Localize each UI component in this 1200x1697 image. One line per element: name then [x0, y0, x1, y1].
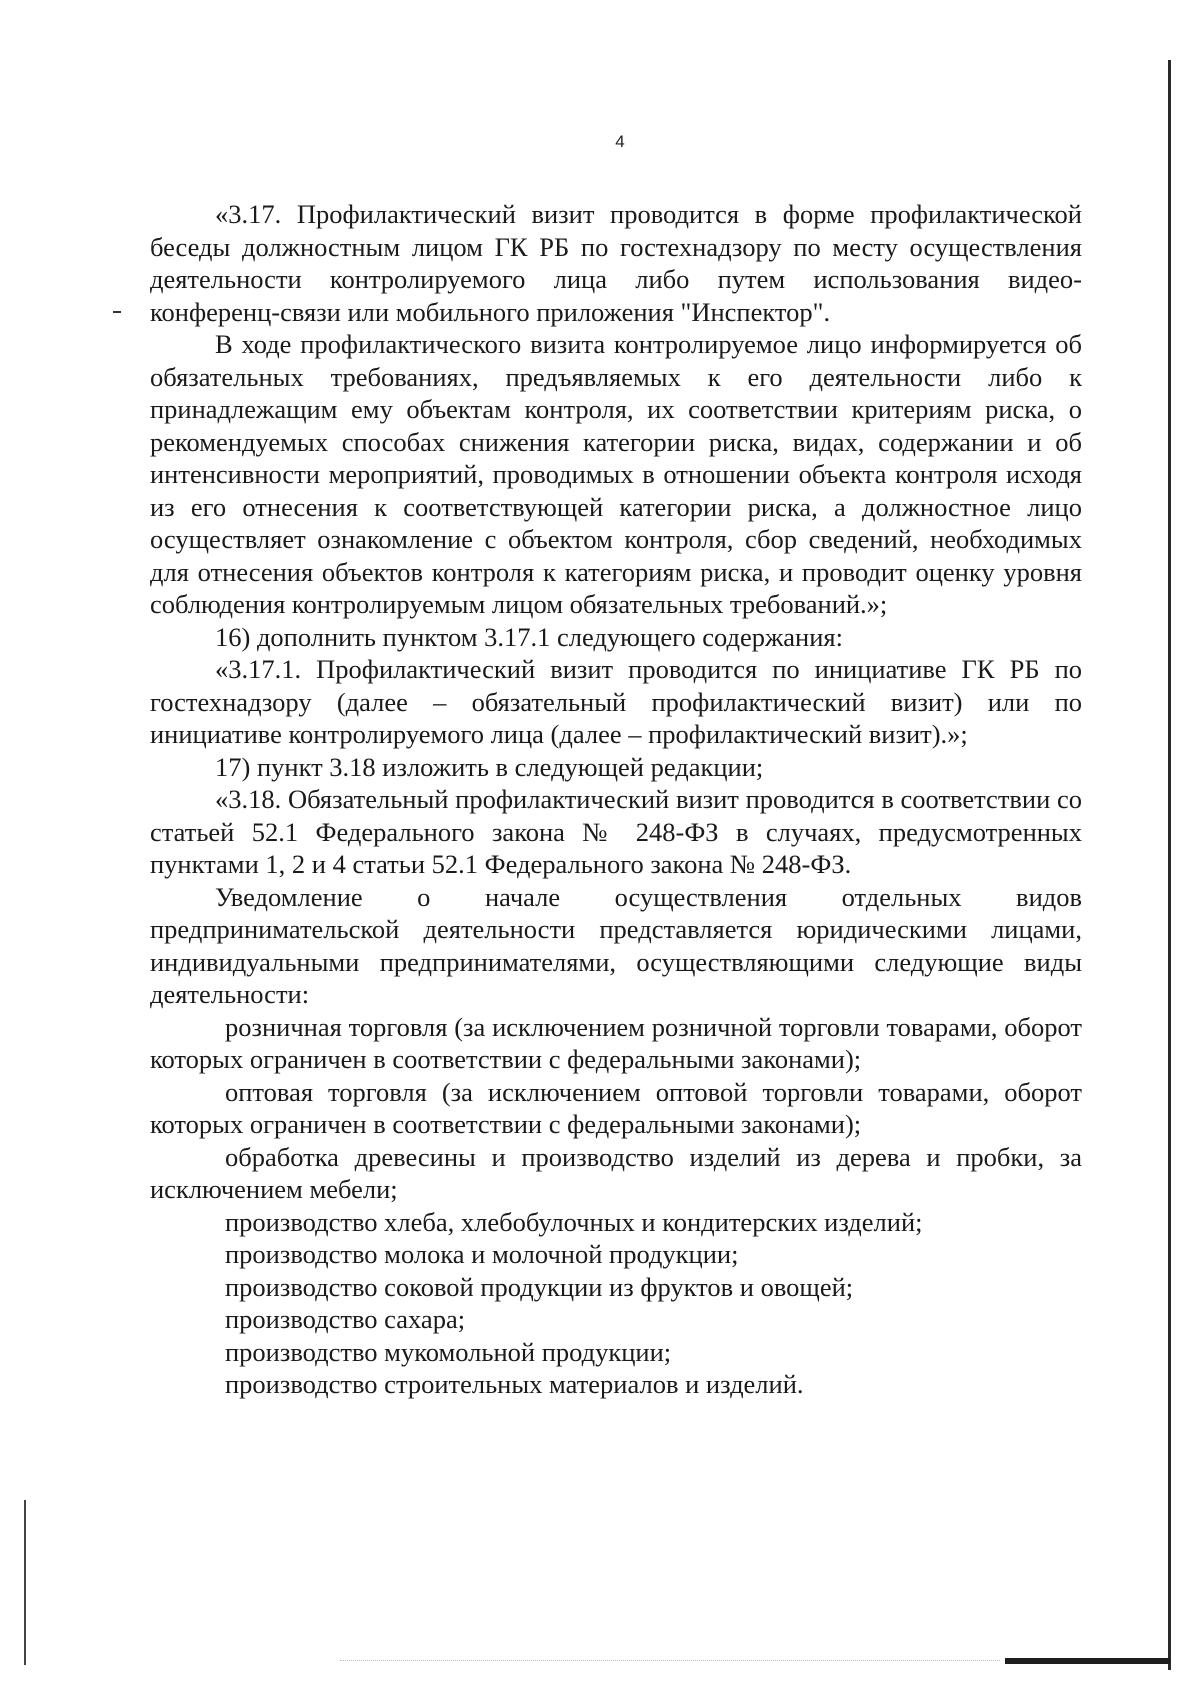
paragraph-item-16: 16) дополнить пунктом 3.17.1 следующего содержания: — [215, 621, 843, 652]
paragraph-3-17: «3.17. Профилактический визит проводится в форме профилактической беседы должностным лицом ГК РБ по гостехнадзору по месту осуществления деятельности контролируемого лица либо путем использования видео-конференц-связи или мобильного приложения "Инспектор". — [150, 199, 1082, 327]
list-item-milk: производство молока и молочной продукции; — [225, 1239, 739, 1269]
scan-speck — [113, 311, 121, 313]
scan-artifact-line — [340, 1660, 1000, 1662]
list-item-sugar: производство сахара; — [225, 1304, 466, 1334]
list-item-wholesale: оптовая торговля (за исключением оптовой торговли товарами, оборот которых ограничен в соответствии с федеральными законами); — [150, 1076, 1082, 1139]
paragraph-visit-info: В ходе профилактического визита контролируемое лицо информируется об обязательных требованиях, предъявляемых к его деятельности либо к принадлежащим ему объектам контроля, их соответствии критериям риска, о рекомендуемых способах снижения категории риска, видах, содержании и об интенсивности мероприятий, проводимых в отношении объекта контроля исходя из его отнесения к соответствующей категории риска, а должностное лицо осуществляет ознакомление с объектом контроля, сбор сведений, необходимых для отнесения объектов контроля к категориям риска, и проводит оценку уровня соблюдения контролируемым лицом обязательных требований.»; — [150, 329, 1082, 619]
scan-edge-bottom — [1005, 1658, 1170, 1664]
list-item-juice: производство соковой продукции из фруктов и овощей; — [225, 1271, 854, 1302]
paragraph-item-17: 17) пункт 3.18 изложить в следующей редакции; — [215, 751, 764, 782]
list-item-flour: производство мукомольной продукции; — [225, 1336, 672, 1367]
paragraph-notification: Уведомление о начале осуществления отдельных видов предпринимательской деятельности представляется юридическими лицами, индивидуальными предпринимателями, осуществляющими следующие виды деятельности: — [150, 881, 1082, 1009]
list-item-bread: производство хлеба, хлебобулочных и кондитерских изделий; — [225, 1206, 923, 1237]
paragraph-3-18: «3.18. Обязательный профилактический визит проводится в соответствии со статьей 52.1 Федерального закона № 248-ФЗ в случаях, предусмотренных пунктами 1, 2 и 4 статьи 52.1 Федерального закона № 248-ФЗ. — [150, 784, 1082, 879]
document-body — [150, 198, 1082, 1401]
list-item-building-materials: производство строительных материалов и изделий. — [225, 1369, 804, 1399]
scan-edge-left — [24, 1500, 26, 1665]
list-item-wood: обработка древесины и производство изделий из дерева и пробки, за исключением мебели; — [150, 1141, 1082, 1204]
list-item-retail: розничная торговля (за исключением розничной торговли товарами, оборот которых ограничен в соответствии с федеральными законами); — [150, 1011, 1082, 1074]
paragraph-3-17-1: «3.17.1. Профилактический визит проводится по инициативе ГК РБ по гостехнадзору (далее – обязательный профилактический визит) или по инициативе контролируемого лица (далее – профилактический визит).»; — [150, 654, 1082, 749]
scan-edge-right — [1168, 60, 1171, 1670]
page-number: 4 — [615, 132, 625, 151]
